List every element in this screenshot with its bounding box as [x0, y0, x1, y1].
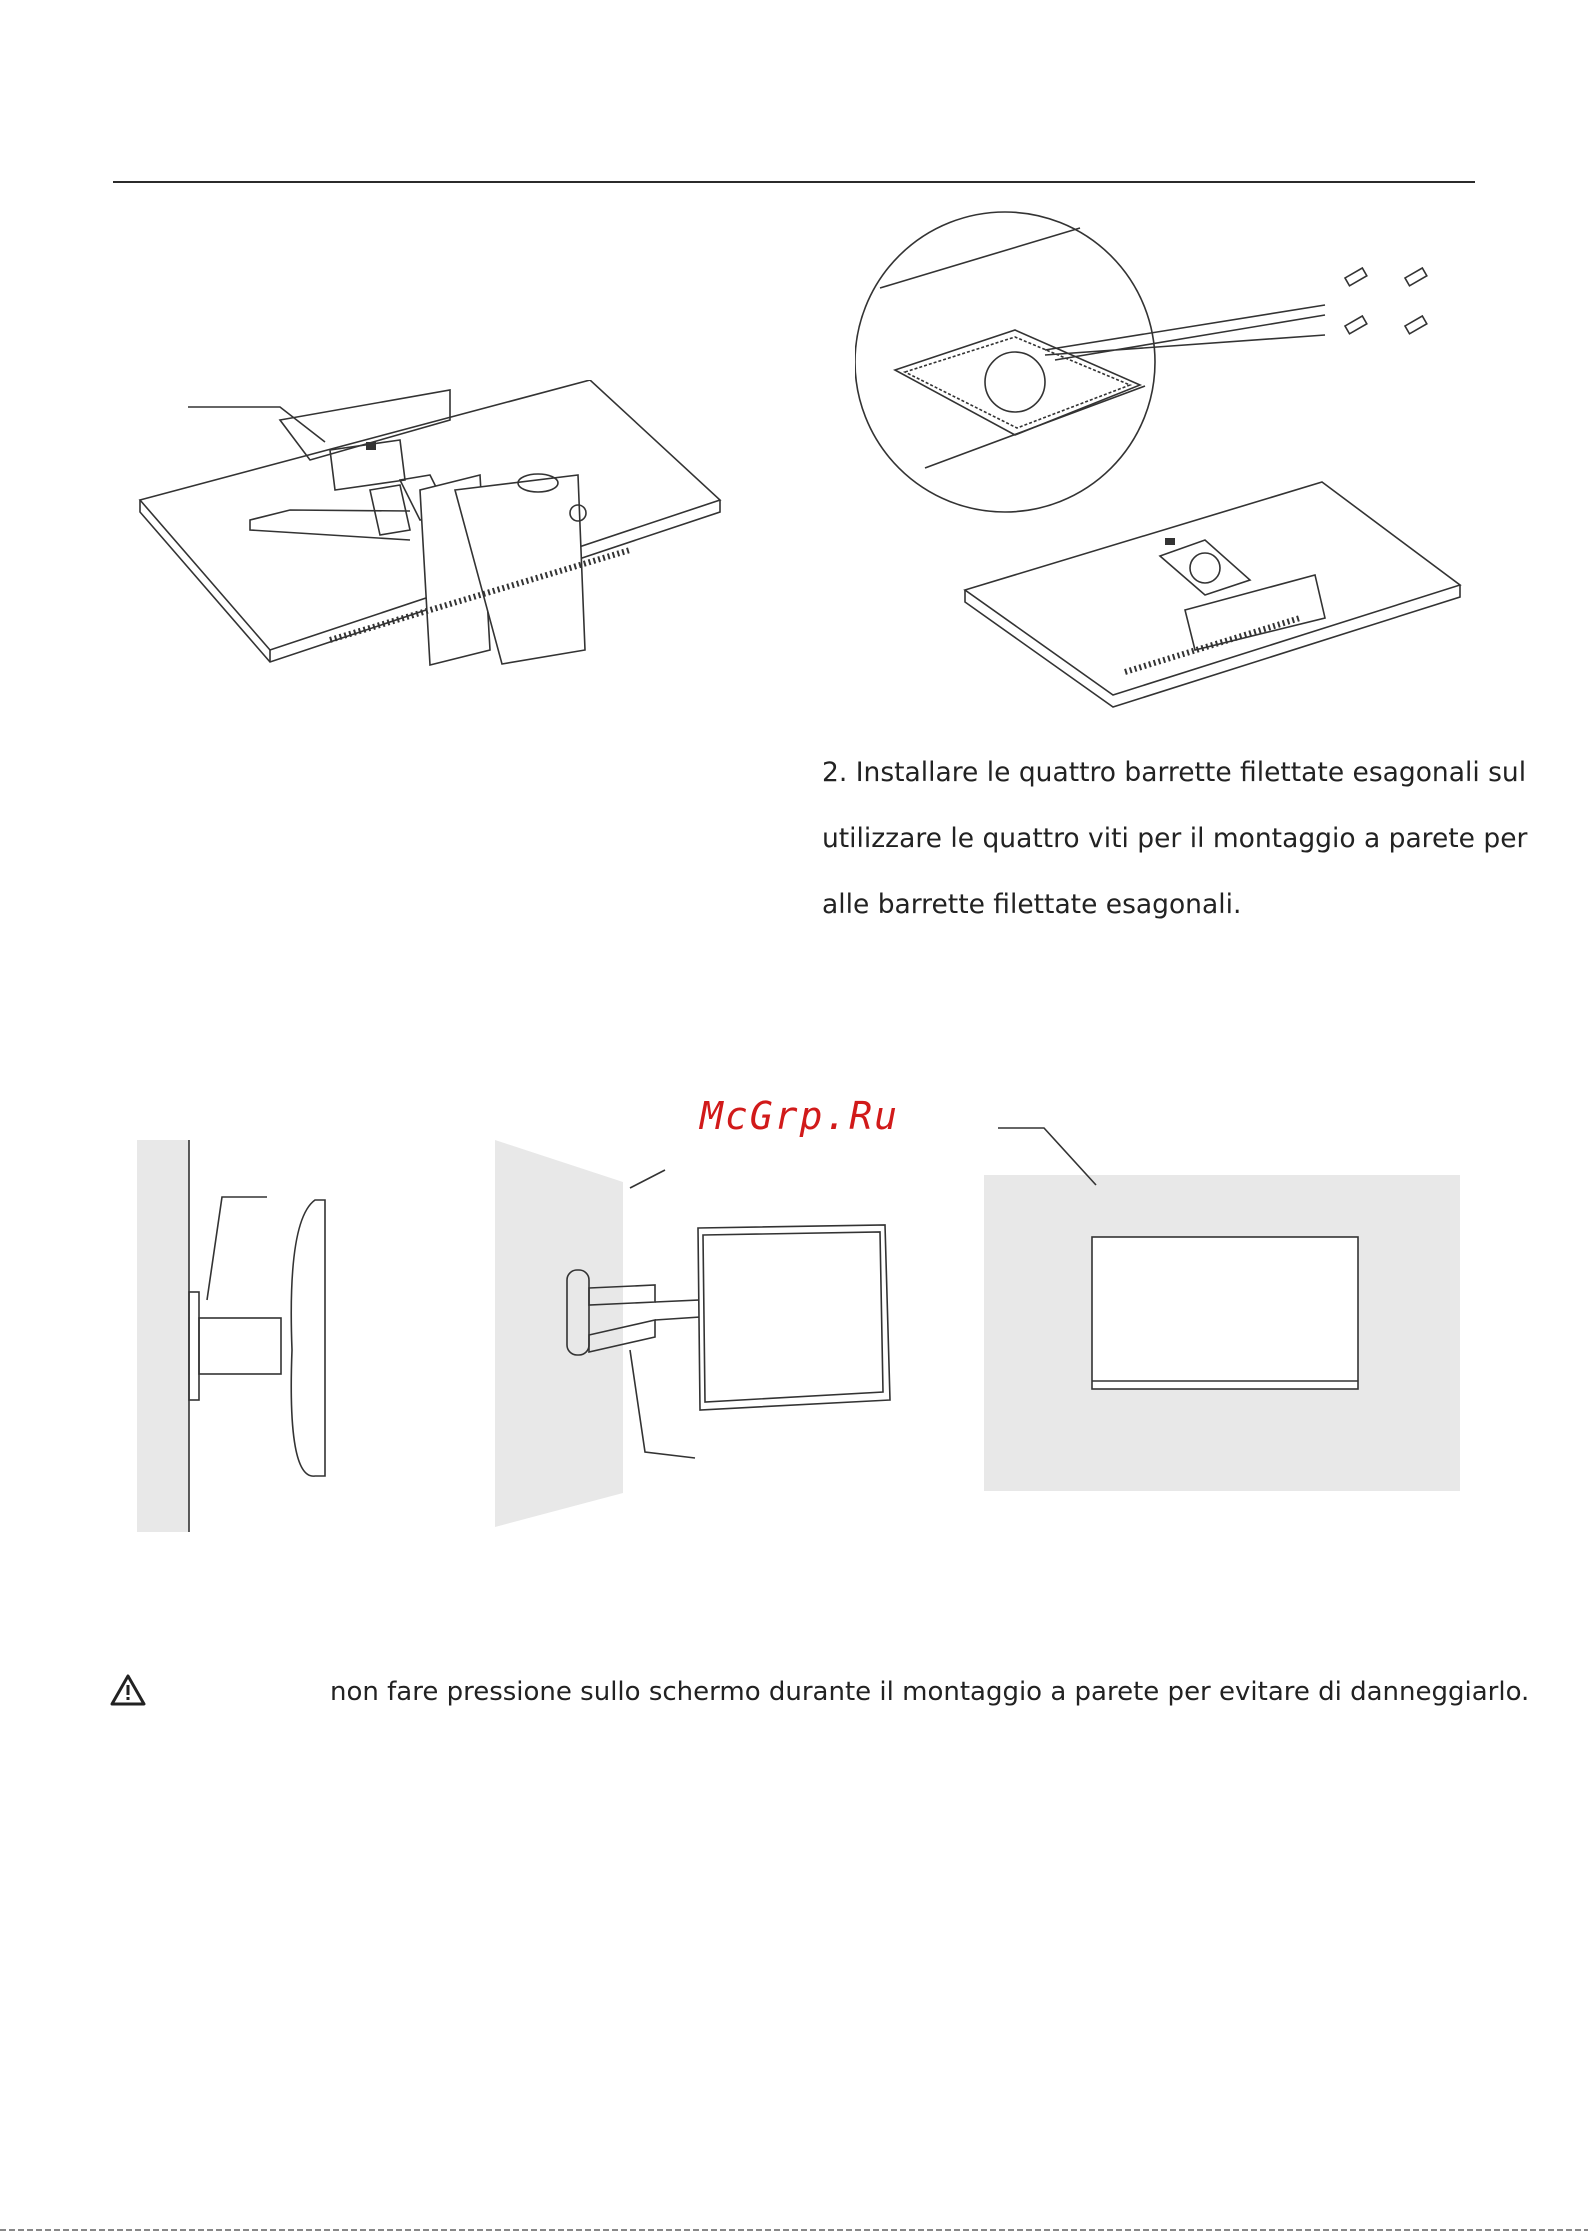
page-bottom-edge	[0, 2229, 1588, 2231]
side-view-wall-mount-illustration	[137, 1140, 337, 1535]
watermark: McGrp.Ru	[700, 1094, 900, 1138]
warning-text: non fare pressione sullo schermo durante il montaggio a parete per evitare di danneggiarlo.	[330, 1677, 1530, 1707]
hex-standoff-illustration	[855, 210, 1495, 715]
step-2-line-1: 2. Installare le quattro barrette filettate esagonali sul	[822, 757, 1527, 788]
articulating-arm-illustration	[495, 1140, 925, 1535]
stand-removal-illustration	[130, 380, 730, 680]
mi-logo-mark	[366, 442, 376, 450]
header-rule	[113, 181, 1475, 183]
step-2-instructions	[822, 740, 1582, 938]
step-2-line-2: utilizzare le quattro viti per il montaggio a parete per	[822, 823, 1528, 854]
step-2-line-3: alle barrette filettate esagonali.	[822, 889, 1242, 920]
warning-triangle-icon	[110, 1673, 146, 1707]
front-view-wall-mount-illustration	[984, 1125, 1474, 1495]
